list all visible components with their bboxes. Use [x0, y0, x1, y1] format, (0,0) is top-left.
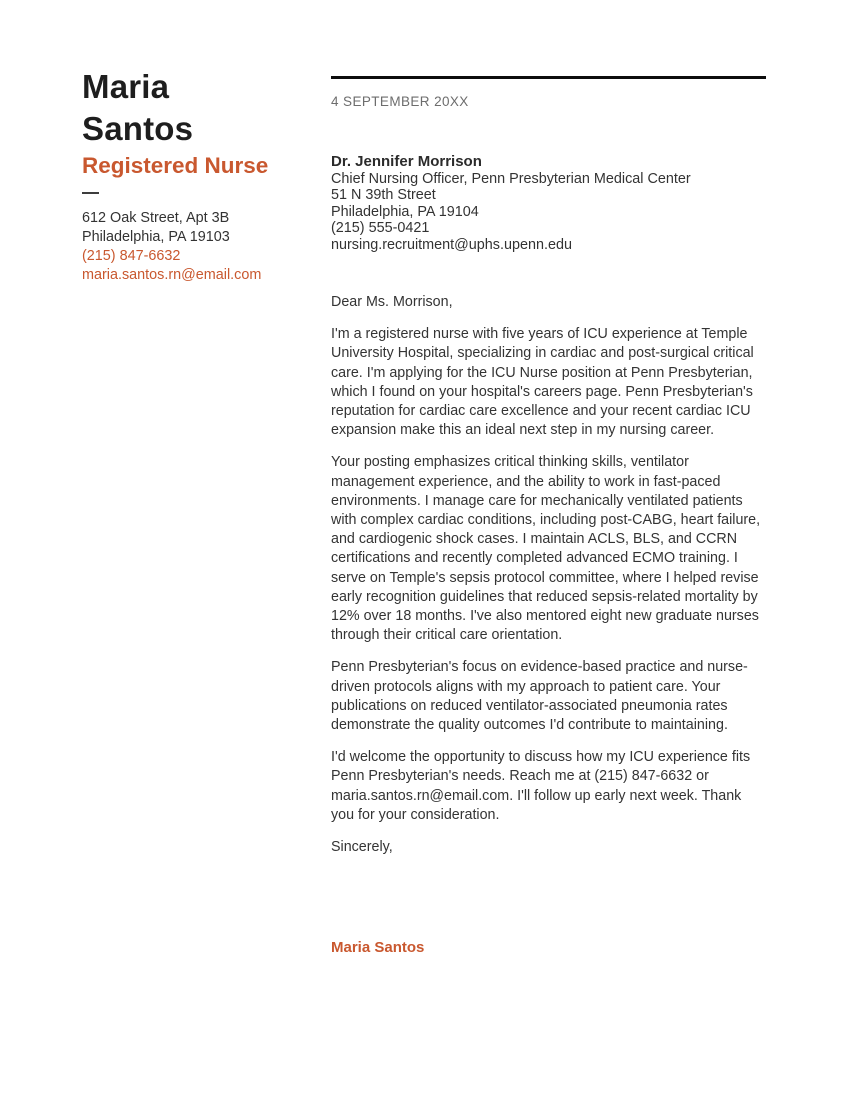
- salutation: Dear Ms. Morrison,: [331, 294, 453, 310]
- letter-date: 4 SEPTEMBER 20XX: [331, 94, 469, 109]
- recipient-phone: (215) 555-0421: [331, 220, 430, 236]
- recipient-address-line1: 51 N 39th Street: [331, 187, 436, 203]
- signature-name: Maria Santos: [331, 939, 425, 957]
- applicant-name-line2: Santos: [82, 110, 194, 147]
- contact-block: [82, 209, 317, 285]
- recipient-email: nursing.recruitment@uphs.upenn.edu: [331, 236, 573, 253]
- divider-dash: [82, 192, 99, 194]
- recipient-block: [331, 153, 768, 253]
- applicant-phone: (215) 847-6632: [82, 248, 181, 264]
- paragraph-qualifications: Your posting emphasizes critical thinking skills, ventilator management experience, and the ability to work in fast-paced environments. I manage care for mechanically ventilated patients with complex cardiac conditions, including post-CABG, heart failure, and cardiogenic shock cases. I maintain ACLS, BLS, and CCRN certifications and recently completed advanced ECMO training. I serve on Temple's sepsis protocol committee, where I helped revise early recognition guidelines that reduced sepsis-related mortality by 12% over 18 months. I've also mentored eight new graduate nurses through their critical care orientation.: [331, 454, 761, 644]
- recipient-address-line2: Philadelphia, PA 19104: [331, 203, 479, 220]
- applicant-email: maria.santos.rn@email.com: [82, 267, 262, 283]
- paragraph-call-to-action: I'd welcome the opportunity to discuss how my ICU experience fits Penn Presbyterian's needs. Reach me at (215) 847-6632 or maria.santos.rn@email.com. I'll follow up early next week. Thank you for your consideration.: [331, 749, 751, 823]
- recipient-title: Chief Nursing Officer, Penn Presbyterian Medical Center: [331, 170, 691, 187]
- letter-text: [331, 293, 768, 857]
- sidebar: [82, 66, 317, 285]
- applicant-name-line1: Maria: [82, 68, 170, 105]
- closing: Sincerely,: [331, 839, 393, 856]
- letter-body: [331, 76, 768, 957]
- recipient-name: Dr. Jennifer Morrison: [331, 153, 482, 170]
- applicant-address-line2: Philadelphia, PA 19103: [82, 229, 230, 245]
- job-title: Registered Nurse: [82, 153, 269, 178]
- header-rule: [331, 76, 766, 79]
- paragraph-intro: I'm a registered nurse with five years of ICU experience at Temple University Hospital, specializing in cardiac and post-surgical critical care. I'm applying for the ICU Nurse position at Penn Presbyterian, which I found on your hospital's careers page. Penn Presbyterian's reputation for cardiac care excellence and your recent cardiac ICU expansion make this an ideal next step in my nursing career.: [331, 326, 754, 439]
- applicant-address-line1: 612 Oak Street, Apt 3B: [82, 210, 230, 226]
- applicant-name: [82, 66, 317, 150]
- paragraph-fit: Penn Presbyterian's focus on evidence-based practice and nurse-driven protocols aligns with my approach to patient care. Your publications on reduced ventilator-associated pneumonia rates demonstrate the quality outcomes I'd contribute to maintaining.: [331, 659, 748, 734]
